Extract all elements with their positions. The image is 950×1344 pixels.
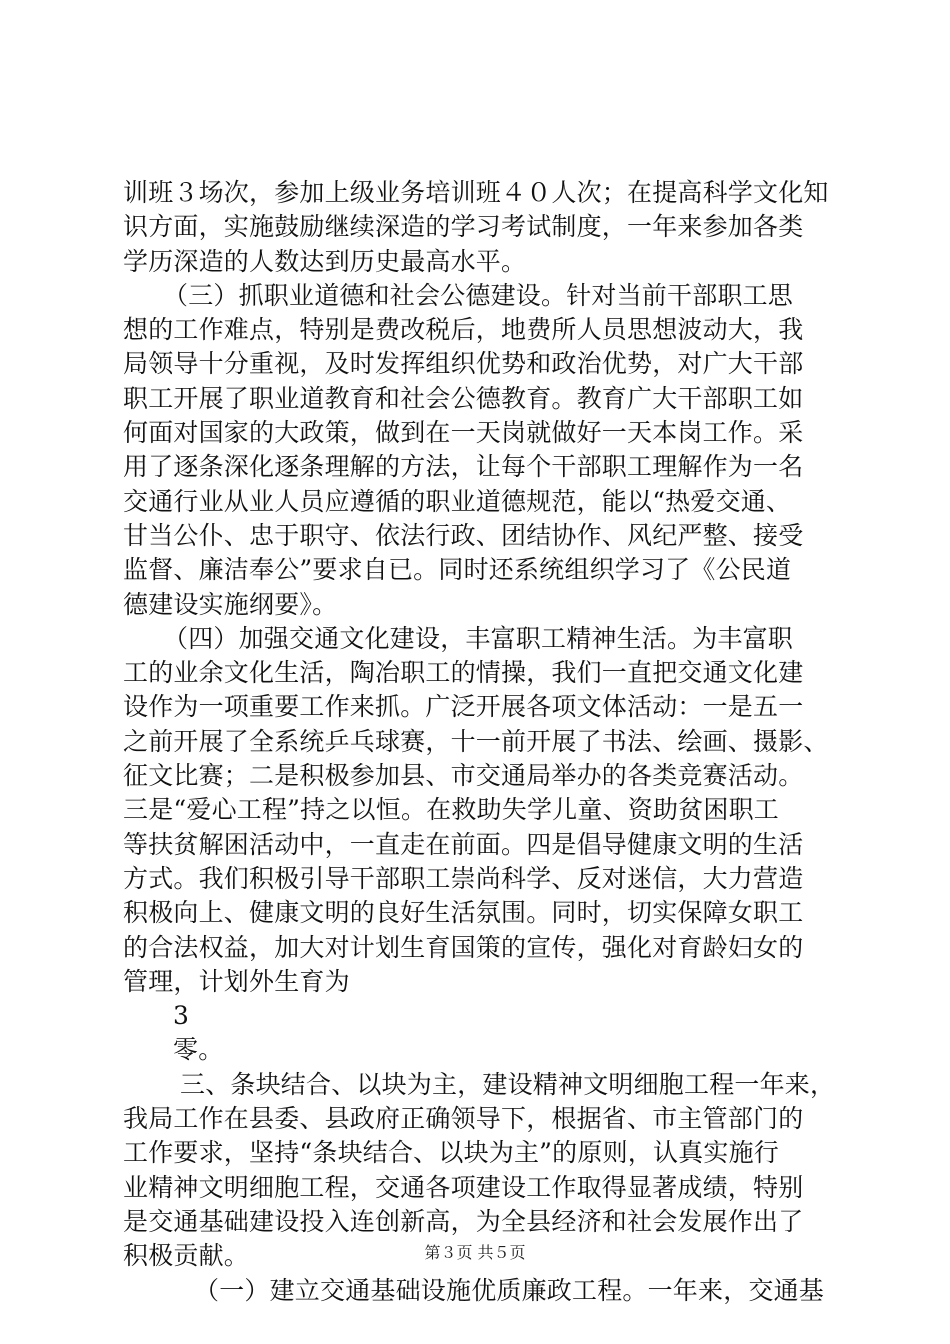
text-line: 我局工作在县委、县政府正确领导下，根据省、市主管部门的 <box>123 1104 804 1134</box>
section-heading-line: 三、条块结合、以块为主，建设精神文明细胞工程一年来， <box>180 1069 836 1099</box>
text-line: 局领导十分重视，及时发挥组织优势和政治优势，对广大干部 <box>123 349 804 379</box>
text-line: 零。 <box>173 1035 224 1065</box>
section-heading-line: （三）抓职业道德和社会公德建设。针对当前干部职工思 <box>163 280 794 310</box>
text-line: 等扶贫解困活动中，一直走在前面。四是倡导健康文明的生活 <box>123 829 804 859</box>
text-line: 业精神文明细胞工程，交通各项建设工作取得显著成绩，特别 <box>123 1172 804 1202</box>
text-line: 工的业余文化生活，陶冶职工的情操，我们一直把交通文化建 <box>123 658 804 688</box>
text-line: 德建设实施纲要》。 <box>123 589 338 619</box>
stray-number-line: 3 <box>173 1001 190 1031</box>
section-heading-line: （一）建立交通基础设施优质廉政工程。一年来，交通基 <box>194 1275 825 1305</box>
text-line: 训班３场次，参加上级业务培训班４０人次；在提高科学文化知 <box>123 178 829 207</box>
text-line: 方式。我们积极引导干部职工崇尚科学、反对迷信，大力营造 <box>123 863 804 893</box>
text-line: 监督、廉洁奉公”要求自已。同时还系统组织学习了《公民道 <box>123 555 792 585</box>
text-line: 三是“爱心工程”持之以恒。在救助失学儿童、资助贫困职工 <box>123 795 779 825</box>
text-line: 设作为一项重要工作来抓。广泛开展各项文体活动：一是五一 <box>123 692 804 722</box>
text-line: 甘当公仆、忠于职守、依法行政、团结协作、风纪严整、接受 <box>123 520 804 550</box>
text-line: 管理，计划外生育为 <box>123 966 350 996</box>
text-line: 之前开展了全系统乒乓球赛，十一前开展了书法、绘画、摄影、 <box>123 726 829 756</box>
text-line: 积极贡献。 <box>123 1241 250 1271</box>
text-line: 职工开展了职业道教育和社会公德教育。教育广大干部职工如 <box>123 383 804 413</box>
text-line: 是交通基础建设投入连创新高，为全县经济和社会发展作出了 <box>123 1206 804 1236</box>
text-line: 识方面，实施鼓励继续深造的学习考试制度，一年来参加各类 <box>123 212 804 242</box>
text-line: 何面对国家的大政策，做到在一天岗就做好一天本岗工作。采 <box>123 418 804 448</box>
text-line: 征文比赛；二是积极参加县、市交通局举办的各类竞赛活动。 <box>123 761 804 791</box>
text-line: 学历深造的人数达到历史最高水平。 <box>123 246 527 276</box>
text-line: 的合法权益，加大对计划生育国策的宣传，强化对育龄妇女的 <box>123 932 804 962</box>
text-line: 想的工作难点，特别是费改税后，地费所人员思想波动大，我 <box>123 315 804 345</box>
text-line: 积极向上、健康文明的良好生活氛围。同时，切实保障女职工 <box>123 898 804 928</box>
page-footer: 第３页 共５页 <box>424 1243 526 1262</box>
text-line: 用了逐条深化逐条理解的方法，让每个干部职工理解作为一名 <box>123 452 804 482</box>
body-text <box>123 176 838 1308</box>
text-line: 交通行业从业人员应遵循的职业道德规范，能以“热爱交通、 <box>123 486 792 516</box>
text-line: 工作要求，坚持“条块结合、以块为主”的原则，认真实施行 <box>123 1138 779 1168</box>
section-heading-line: （四）加强交通文化建设，丰富职工精神生活。为丰富职 <box>163 623 794 653</box>
